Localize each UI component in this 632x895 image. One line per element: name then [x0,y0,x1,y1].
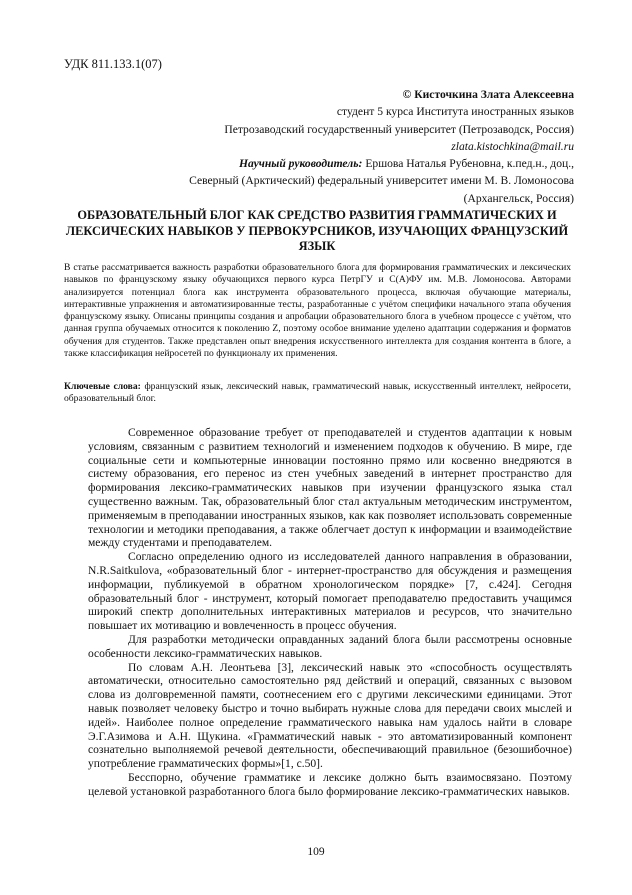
author-name: © Кисточкина Злата Алексеевна [402,88,574,101]
body-paragraph-2: Согласно определению одного из исследователей данного направления в образовании, N.R.Saitkulova, «образовательный блог - интернет-пространство для обсуждения и размещения информации, публикуемой в обратном хронологическом порядке» [7, с.424]. Сегодня образовательный блог - инструмент, который помогает преподавателю предоставить учащимся широкий спектр дополнительных интерактивных материалов и ресурсов, что значительно повышает их мотивацию и вовлеченность в процесс обучения. [88,551,572,633]
body-paragraph-1: Современное образование требует от преподавателей и студентов адаптации к новым условиям, связанным с развитием технологий и изменением подходов к обучению. В мире, где социальные сети и компьютерные инновации постоянно прямо или косвенно внедряются в систему образования, его перенос из стен учебных заведений в интернет пространство для формирования лексико-грамматических навыков при изучении французского языка стал существенно важным. Так, образовательный блог стал актуальным методическим инструментом, применяемым в преподавании иностранных языков, как как позволяет использовать современные технологии и методики преподавания, а также облегчает доступ к информации и взаимодействие между студентами и преподавателем. [88,427,572,550]
author-email: zlata.kistochkina@mail.ru [451,139,574,153]
abstract: В статье рассматривается важность разработки образовательного блога для формирования грамматических и лексических навыков по французскому языку обучающихся первого курса ПетрГУ и С(А)ФУ им. М.В. Ломоносова. Авторами анализируется потенциал блога как инструмента образовательного процесса, включая обучающие материалы, интерактивные упражнения и автоматизированные тесты, разработанные с учётом специфики начального этапа обучения французскому языку. Описаны принципы создания и апробации образовательного блога в учебном процессе с учётом, что данная группа обучаемых относится к поколению Z, поэтому особое внимание уделено адаптации содержания и форматов обучения для студентов. Также представлен опыт внедрения искусственного интеллекта для создания контента в блоге, а также классификация нейросетей по функционалу их применения. [64,262,571,360]
body-paragraph-3: Для разработки методически оправданных заданий блога были рассмотрены основные особенности лексико-грамматических навыков. [88,633,572,660]
supervisor-city: (Архангельск, Россия) [463,191,574,205]
supervisor-label: Научный руководитель: [238,157,363,171]
body-paragraph-5: Бесспорно, обучение грамматике и лексике должно быть взаимосвязано. Поэтому целевой установкой разработанного блога было формирование лексико-грамматических навыков. [88,771,572,798]
author-position: студент 5 курса Института иностранных языков [336,105,574,119]
keywords [64,381,571,406]
article-title: ОБРАЗОВАТЕЛЬНЫЙ БЛОГ КАК СРЕДСТВО РАЗВИТИЯ ГРАММАТИЧЕСКИХ И ЛЕКСИЧЕСКИХ НАВЫКОВ У ПЕРВОКУРСНИКОВ, ИЗУЧАЮЩИХ ФРАНЦУЗСКИЙ ЯЗЫК [65,208,569,253]
udk-code: УДК 811.133.1(07) [64,57,162,71]
author-block [74,86,574,207]
author-university: Петрозаводский государственный университет (Петрозаводск, Россия) [224,122,574,136]
supervisor-university: Северный (Арктический) федеральный университет имени М. В. Ломоносова [189,174,574,188]
body-text [88,427,572,800]
page-number: 109 [307,846,325,858]
body-paragraph-4: По словам А.Н. Леонтьева [3], лексический навык это «способность осуществлять автоматически, относительно самостоятельно ряд действий и операций, связанных с вызовом слова из долговременной памяти, соотнесением его с другими лексическими единицами. Этот навык позволяет человеку быстро и точно выбирать нужные слова для передачи своих мыслей и идей». Наиболее полное определение грамматического навыка нам удалось найти в словаре Э.Г.Азимова и А.Н. Щукина. «Грамматический навык - это автоматизированный компонент сознательно выполняемой речевой деятельности, обеспечивающий правильное (безошибочное) употребление грамматических формы»[1, с.50]. [88,661,572,771]
supervisor-line [74,155,574,172]
supervisor-name: Ершова Наталья Рубеновна, к.пед.н., доц., [365,157,574,171]
keywords-text: французский язык, лексический навык, грамматический навык, искусственный интеллект, нейросети, образовательный блог. [64,381,571,405]
keywords-label: Ключевые слова: [64,381,141,392]
